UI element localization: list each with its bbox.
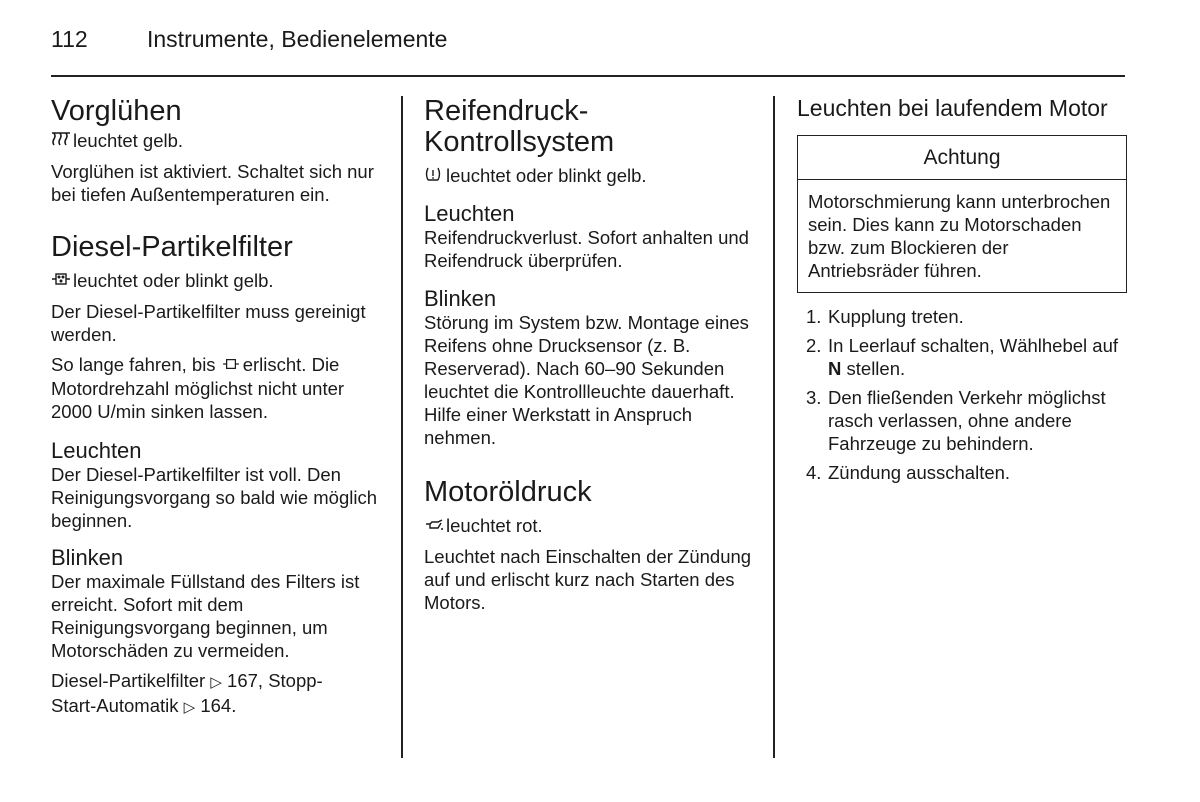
paragraph: Der Diesel-Partikelfilter ist voll. Den Reinigungsvorgang so bald wie möglich beginnen. xyxy=(51,464,377,531)
section-title-dpf: Diesel-Partikelfilter xyxy=(51,231,293,263)
steps-list xyxy=(797,305,1127,484)
diesel-particulate-filter-icon xyxy=(221,354,243,377)
column-divider-1 xyxy=(401,96,403,758)
column-1 xyxy=(51,96,383,719)
paragraph: Leuchtet nach Einschalten der Zündung auf und erlischt kurz nach Starten des Motors. xyxy=(424,546,752,613)
page-number: 112 xyxy=(51,26,88,52)
header-rule xyxy=(51,75,1125,77)
page-reference-arrow-icon: ▷ xyxy=(183,699,196,716)
subsection-title-blinken: Blinken xyxy=(51,545,124,570)
section-title-vorgluehen: Vorglühen xyxy=(51,95,182,127)
subsection-title-blinken: Blinken xyxy=(424,286,497,311)
section-title-laufender-motor: Leuchten bei laufendem Motor xyxy=(797,95,1108,121)
oil-pressure-status: leuchtet rot. xyxy=(424,514,752,538)
warning-title: Achtung xyxy=(798,136,1126,180)
tpms-status: leuchtet oder blinkt gelb. xyxy=(424,164,752,188)
column-3 xyxy=(797,96,1127,490)
cross-reference: Diesel-Partikelfilter ▷ 167, Stopp- Start-Automatik ▷ 164. xyxy=(51,670,323,716)
warning-body: Motorschmierung kann unterbrochen sein. Dies kann zu Motorschaden bzw. zum Blockieren der Antriebsräder führen. xyxy=(808,191,1111,281)
paragraph: Der maximale Füllstand des Filters ist erreicht. Sofort mit dem Reinigungsvorgang beginnen, um Motorschäden zu vermeiden. xyxy=(51,571,360,661)
page-link[interactable]: 167, Stopp- xyxy=(227,670,323,691)
paragraph: So lange fahren, bis erlischt. Die Motordrehzahl möglichst nicht unter 2000 U/min sinken lassen. xyxy=(51,354,345,422)
dpf-status: leuchtet oder blinkt gelb. xyxy=(51,269,383,293)
column-divider-2 xyxy=(773,96,775,758)
chapter-title: Instrumente, Bedienelemente xyxy=(147,26,448,52)
list-item: 1. Kupplung treten. xyxy=(806,306,964,327)
diesel-particulate-filter-icon xyxy=(51,270,73,293)
oil-pressure-icon xyxy=(424,515,446,538)
page-header xyxy=(51,26,447,53)
paragraph: Reifendruckverlust. Sofort anhalten und Reifendruck überprüfen. xyxy=(424,227,749,271)
list-item: 3. Den fließenden Verkehr möglichst rasch verlassen, ohne andere Fahrzeuge zu behindern. xyxy=(806,387,1106,454)
list-item: 2. In Leerlauf schalten, Wählhebel auf N stellen. xyxy=(806,335,1119,379)
page-reference-arrow-icon: ▷ xyxy=(210,674,222,691)
glow-plug-icon xyxy=(51,130,73,153)
tire-pressure-icon xyxy=(424,165,446,188)
paragraph: Vorglühen ist aktiviert. Schaltet sich nur bei tiefen Außentemperaturen ein. xyxy=(51,161,374,205)
glow-plug-status: leuchtet gelb. xyxy=(51,129,383,153)
subsection-title-leuchten: Leuchten xyxy=(51,438,142,463)
subsection-title-leuchten: Leuchten xyxy=(424,201,515,226)
page-link[interactable]: 164. xyxy=(200,695,237,716)
list-item: 4. Zündung ausschalten. xyxy=(806,462,1011,483)
section-title-motoroeldruck: Motoröldruck xyxy=(424,476,592,508)
paragraph: Der Diesel-Partikelfilter muss gereinigt werden. xyxy=(51,301,366,345)
paragraph: Störung im System bzw. Montage eines Reifens ohne Drucksensor (z. B. Reserverad). Nach 60–90 Sekunden leuchtet die Kontrollleuchte dauerhaft. Hilfe einer Werkstatt in Anspruch nehmen. xyxy=(424,312,749,448)
warning-box xyxy=(797,135,1127,293)
column-2 xyxy=(424,96,752,614)
section-title-reifendruck: Reifendruck- Kontrollsystem xyxy=(424,95,615,158)
